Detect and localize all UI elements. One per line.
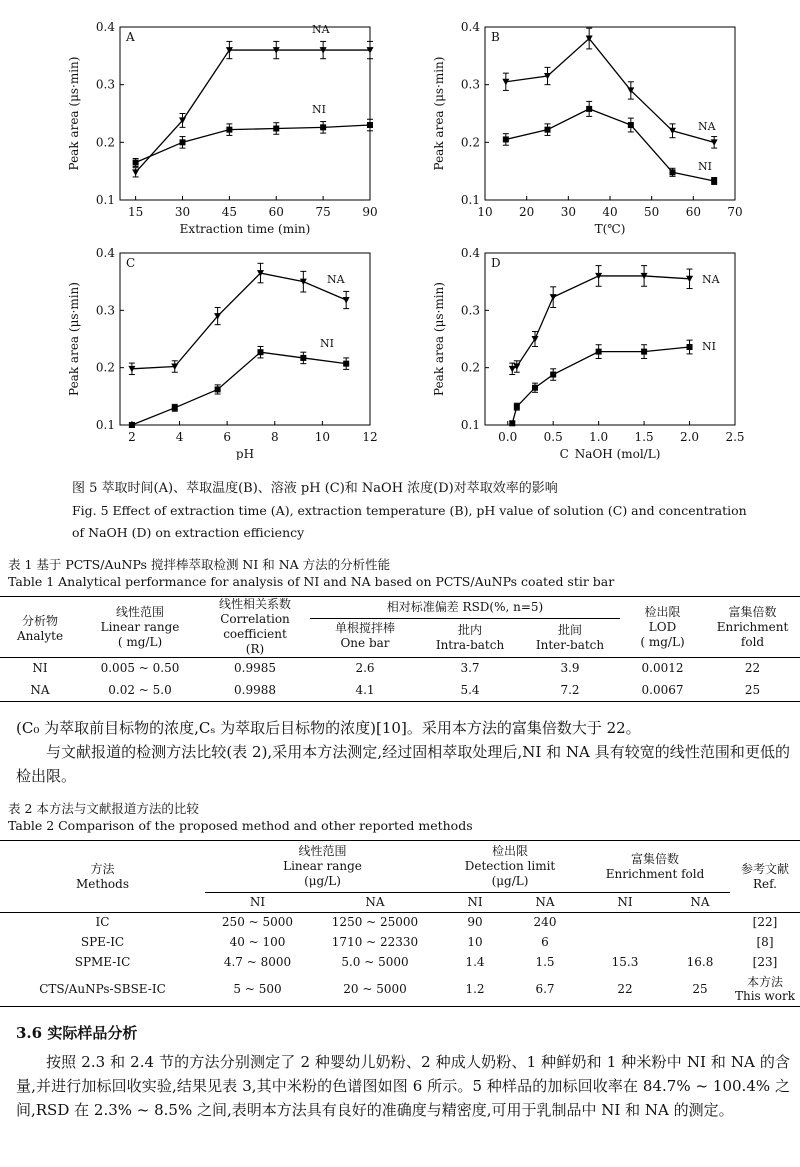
table1-header-one-bar: 单根搅拌棒 One bar <box>310 619 420 658</box>
x-tick-label: 30 <box>174 205 191 219</box>
table2-header-range: 线性范围 Linear range (μg/L) <box>205 841 440 893</box>
body-text-1-para: 与文献报道的检测方法比较(表 2),采用本方法测定,经过固相萃取处理后,NI 和 NA 具有较宽的线性范围和更低的检出限。 <box>16 743 790 785</box>
table1-caption-cn: 表 1 基于 PCTS/AuNPs 搅拌棒萃取检测 NI 和 NA 方法的分析性能 <box>8 557 391 572</box>
data-point-na <box>132 169 139 176</box>
data-point-ni <box>300 355 306 361</box>
x-tick-label: 8 <box>270 430 279 444</box>
data-point-na <box>532 336 539 343</box>
data-point-ni <box>509 420 515 426</box>
table-row: CTS/AuNPs-SBSE-IC 5 ~ 500 20 ~ 5000 1.2 6.7 22 25 本方法 This work <box>0 973 800 1007</box>
plot-frame <box>485 253 735 425</box>
table1-header-fold: 富集倍数 Enrichment fold <box>705 597 800 658</box>
data-point-ni <box>545 127 551 133</box>
plot-frame <box>485 27 735 200</box>
series-line-na <box>506 39 714 143</box>
y-tick-label: 0.4 <box>460 246 480 260</box>
series-line-ni <box>136 125 370 162</box>
data-point-ni <box>215 386 221 392</box>
y-tick-label: 0.2 <box>95 135 115 150</box>
series-label: NI <box>702 340 716 353</box>
series-label: NI <box>698 160 712 173</box>
y-tick-label: 0.1 <box>460 193 480 207</box>
y-tick-label: 0.2 <box>460 360 480 375</box>
data-point-ni <box>226 127 232 133</box>
y-tick-label: 0.3 <box>95 77 115 92</box>
data-point-ni <box>172 405 178 411</box>
table1-header-lod: 检出限 LOD ( mg/L) <box>620 597 705 658</box>
table2-caption-en: Table 2 Comparison of the proposed method and other reported methods <box>8 818 473 833</box>
table2-header-ref: 参考文献 Ref. <box>730 841 800 913</box>
series-line-ni <box>132 352 346 425</box>
figure-caption-en-2: of NaOH (D) on extraction efficiency <box>72 525 305 540</box>
data-point-ni <box>133 160 139 166</box>
table2 <box>0 840 800 1007</box>
data-point-ni <box>670 169 676 175</box>
table2-subheader-na: NA <box>510 893 580 913</box>
table-row: SPE-IC 40 ~ 100 1710 ~ 22330 10 6 [8] <box>80 935 774 949</box>
x-tick-label: 20 <box>519 205 535 219</box>
x-tick-label: 50 <box>644 205 660 219</box>
section-paragraph: 按照 2.3 和 2.4 节的方法分别测定了 2 种婴幼儿奶粉、2 种成人奶粉、1 种鲜奶和 1 种米粉中 NI 和 NA 的含量,并进行加标回收实验,结果见表 3,其中米粉的色谱图如图 6 所示。5 种样品的加标回收率在 84.7% ~ 100.4% 之间,RSD 在 2.3% ~ 8.5% 之间,表明本方法具有良好的准确度与精密度,可用于乳制品中 NI 和 NA 的测定。 <box>16 1053 790 1119</box>
x-axis-label: Extraction time (min) <box>179 222 311 236</box>
table2-header-method: 方法 Methods <box>0 841 205 913</box>
table2-subheader-ni: NI <box>205 893 310 913</box>
table1-caption <box>8 556 798 590</box>
table2-subheader-ni: NI <box>580 893 670 913</box>
y-tick-label: 0.3 <box>95 303 115 318</box>
figure-caption-cn: 图 5 萃取时间(A)、萃取温度(B)、溶液 pH (C)和 NaOH 浓度(D)对萃取效率的影响 <box>72 481 558 496</box>
y-tick-label: 0.1 <box>95 418 115 432</box>
x-tick-label: 1.5 <box>634 430 654 444</box>
table1-header-intra: 批内 Intra-batch <box>420 619 520 658</box>
y-tick-label: 0.4 <box>460 20 480 34</box>
table2-header-fold: 富集倍数 Enrichment fold <box>580 841 730 893</box>
table2-ref-this-work: 本方法 This work <box>734 975 796 1004</box>
x-tick-label: 10 <box>477 205 493 219</box>
figure-caption <box>72 478 772 544</box>
table1-header-rsd: 相对标准偏差 RSD(%, n=5) <box>310 597 620 619</box>
x-tick-label: 10 <box>314 430 331 444</box>
data-point-na <box>343 297 350 304</box>
x-tick-label: 6 <box>223 430 231 444</box>
data-point-ni <box>550 372 556 378</box>
x-tick-label: 0.0 <box>498 430 518 444</box>
figure-caption-en-1: Fig. 5 Effect of extraction time (A), extraction temperature (B), pH value of solution (C) and concentration <box>72 503 747 518</box>
body-text-1-line: (C₀ 为萃取前目标物的浓度,Cₛ 为萃取后目标物的浓度)[10]。采用本方法的富集倍数大于 22。 <box>16 719 641 737</box>
table1-header-r: 线性相关系数 Correlation coefficient (R) <box>200 597 310 658</box>
y-tick-label: 0.1 <box>95 193 115 207</box>
x-tick-label: 1.0 <box>589 430 609 444</box>
series-label: NA <box>698 120 716 133</box>
data-point-ni <box>687 344 693 350</box>
table1-caption-en: Table 1 Analytical performance for analysis of NI and NA based on PCTS/AuNPs coated stir bar <box>8 574 615 589</box>
x-tick-label: 40 <box>602 205 618 219</box>
data-point-ni <box>532 385 538 391</box>
series-label: NA <box>312 23 330 36</box>
y-tick-label: 0.3 <box>460 303 480 318</box>
x-tick-label: 75 <box>315 205 331 219</box>
table1 <box>0 596 800 702</box>
y-tick-label: 0.2 <box>95 360 115 375</box>
body-text-1 <box>16 716 790 788</box>
x-tick-label: 15 <box>127 205 144 219</box>
data-point-ni <box>586 106 592 112</box>
series-label: NA <box>702 273 720 286</box>
table2-subheader-ni: NI <box>440 893 510 913</box>
y-tick-label: 0.3 <box>460 77 480 92</box>
panel-label: C <box>126 256 136 270</box>
panel-label: B <box>491 30 500 44</box>
data-point-ni <box>129 422 135 428</box>
series-line-ni <box>506 109 714 181</box>
table2-header-lod: 检出限 Detection limit (μg/L) <box>440 841 580 893</box>
data-point-ni <box>596 349 602 355</box>
data-point-ni <box>320 124 326 130</box>
x-tick-label: 12 <box>362 430 378 444</box>
y-axis-label: Peak area (μs·min) <box>432 56 446 171</box>
x-axis-label: pH <box>235 447 255 460</box>
table1-header-analyte: 分析物 Analyte <box>0 597 80 658</box>
data-point-na <box>509 366 516 373</box>
data-point-na <box>550 294 557 301</box>
y-axis-label: Peak area (μs·min) <box>432 282 446 396</box>
x-tick-label: 0.5 <box>543 430 563 444</box>
y-tick-label: 0.4 <box>95 20 115 34</box>
table-row: IC 250 ~ 5000 1250 ~ 25000 90 240 [22] <box>95 915 778 930</box>
series-line-na <box>512 276 689 369</box>
table2-caption-cn: 表 2 本方法与文献报道方法的比较 <box>8 801 199 816</box>
x-tick-label: 60 <box>268 205 284 219</box>
chart-panel-a <box>67 20 378 236</box>
data-point-ni <box>628 122 634 128</box>
section-heading: 3.6 实际样品分析 <box>16 1024 138 1042</box>
y-tick-label: 0.4 <box>95 246 115 260</box>
series-label: NA <box>327 273 345 286</box>
data-point-ni <box>180 139 186 145</box>
data-point-ni <box>503 136 509 142</box>
data-point-ni <box>343 361 349 367</box>
data-point-na <box>300 279 307 286</box>
y-axis-label: Peak area (μs·min) <box>67 282 81 396</box>
x-tick-label: 2.5 <box>725 430 745 444</box>
table2-subheader-na: NA <box>310 893 440 913</box>
x-tick-label: 70 <box>727 205 743 219</box>
x-axis-label: C_NaOH (mol/L) <box>559 447 661 460</box>
x-tick-label: 2 <box>128 430 136 444</box>
chart-panel-d <box>432 246 745 460</box>
x-tick-label: 45 <box>221 205 238 219</box>
x-tick-label: 4 <box>175 430 184 444</box>
data-point-ni <box>257 349 263 355</box>
data-point-ni <box>641 349 647 355</box>
x-axis-label: T(℃) <box>594 222 626 236</box>
y-axis-label: Peak area (μs·min) <box>67 56 81 171</box>
y-tick-label: 0.1 <box>460 418 480 432</box>
data-point-ni <box>273 125 279 131</box>
chart-panel-c <box>67 246 378 460</box>
plot-frame <box>120 27 370 200</box>
table2-caption <box>8 800 798 834</box>
data-point-ni <box>367 122 373 128</box>
x-tick-label: 2.0 <box>679 430 700 444</box>
chart-panel-b <box>432 20 743 236</box>
data-point-ni <box>711 178 717 184</box>
series-label: NI <box>320 337 334 350</box>
series-line-na <box>136 50 370 172</box>
table1-header-range: 线性范围 Linear range ( mg/L) <box>80 597 200 658</box>
figure-5-charts <box>0 0 800 460</box>
x-tick-label: 90 <box>362 205 378 219</box>
data-point-na <box>711 139 718 146</box>
table-row: NA 0.02 ~ 5.0 0.9988 4.1 5.4 7.2 0.0067 25 <box>30 682 761 697</box>
series-label: NI <box>312 103 326 116</box>
x-tick-label: 30 <box>560 205 576 219</box>
series-line-na <box>132 273 346 369</box>
panel-label: A <box>126 30 135 44</box>
y-tick-label: 0.2 <box>460 135 480 150</box>
x-tick-label: 60 <box>685 205 701 219</box>
table-row: SPME-IC 4.7 ~ 8000 5.0 ~ 5000 1.4 1.5 15.3 16.8 [23] <box>74 955 778 969</box>
data-point-ni <box>514 404 520 410</box>
panel-label: D <box>491 256 501 270</box>
table-row: NI 0.005 ~ 0.50 0.9985 2.6 3.7 3.9 0.0012 22 <box>32 661 761 676</box>
table2-subheader-na: NA <box>670 893 730 913</box>
table1-header-inter: 批间 Inter-batch <box>520 619 620 658</box>
